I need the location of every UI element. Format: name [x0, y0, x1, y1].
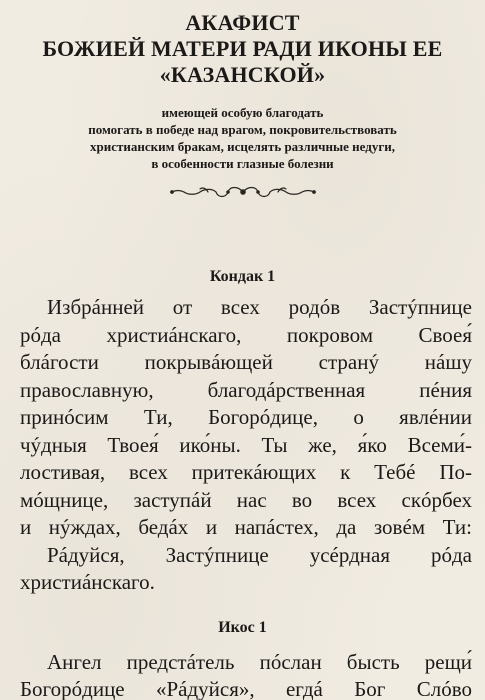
kondak-line: православную, благодáрственная пéния	[20, 377, 472, 402]
kondak-text	[0, 294, 485, 597]
ikos-heading: Икос 1	[218, 618, 267, 636]
kondak-line: принóсим Ти, Богорóдице, о явлéнии	[20, 405, 472, 429]
kondak-line: Рáдуйся, Застýпнице усéрдная рóда	[47, 542, 472, 567]
subtitle-line-4: в особенности глазные болезни	[151, 156, 334, 171]
kondak-line: лостивая, всех притекáющих к Тебé По-	[20, 460, 472, 484]
title-line-2: БОЖИЕЙ МАТЕРИ РАДИ ИКОНЫ ЕЕ	[42, 36, 443, 61]
title-line-1: АКАФИСТ	[185, 10, 300, 35]
kondak-line: Избрáнней от всех родóв Застýпнице	[47, 295, 472, 319]
kondak-line: и нýждах, бедáх и напáстех, да зовéм Ти:	[20, 515, 472, 539]
akathist-subtitle	[0, 104, 485, 172]
subtitle-line-3: христианским бракам, исцелять различные недуги,	[90, 139, 395, 154]
kondak-line: блáгости покрывáющей странý нáшу	[20, 350, 472, 374]
subtitle-line-2: помогать в победе над врагом, покровительствовать	[88, 122, 397, 137]
kondak-line: рóда христиáнскаго, покровом Своея́	[20, 322, 472, 347]
kondak-line: мóщнице, заступáй нас во всех скóрбех	[20, 487, 472, 512]
ikos-line: Ангел предстáтель пóслан бысть рещи́	[47, 649, 472, 674]
scroll-ornament-icon	[168, 184, 318, 200]
kondak-line: христиáнскаго.	[20, 570, 155, 594]
title-line-3: «КАЗАНСКОЙ»	[159, 62, 326, 87]
kondak-line: чýдныя Твоея́ ико́ны. Ты же, я́ко Всеми́-	[20, 432, 472, 457]
kondak-heading: Кондак 1	[209, 268, 276, 285]
ikos-line: Богорóдице «Рáдуйся», егдá Бог Слóво	[20, 677, 472, 700]
subtitle-line-1: имеющей особую благодать	[161, 105, 324, 120]
ikos-text	[0, 649, 485, 700]
akathist-title	[0, 10, 485, 88]
